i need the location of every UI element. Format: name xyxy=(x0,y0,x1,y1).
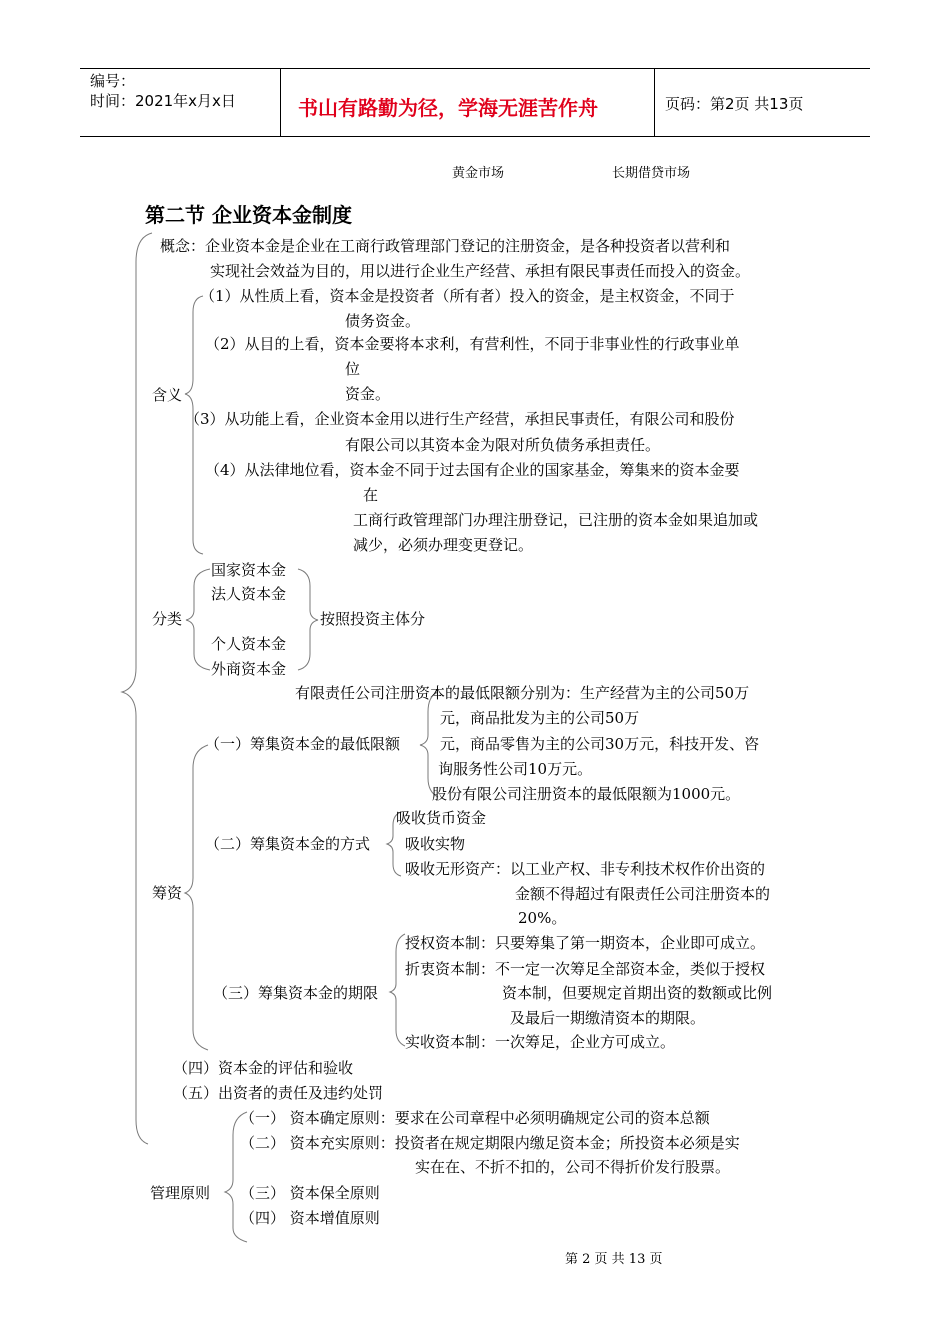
concept-line-2: 实现社会效益为目的，用以进行企业生产经营、承担有限民事责任而投入的资金。 xyxy=(210,262,751,280)
header-motto: 书山有路勤为径，学海无涯苦作舟 xyxy=(298,96,598,120)
method-item-2: 吸收实物 xyxy=(405,835,466,853)
document-time-label: 时间：2021年x月x日 xyxy=(90,92,236,110)
min-limit-line-1: 有限责任公司注册资本的最低限额分别为：生产经营为主的公司50万 xyxy=(295,684,750,702)
meaning-item-3-line-1: （3）从功能上看，企业资本金用以进行生产经营，承担民事责任，有限公司和股份 xyxy=(185,410,735,428)
meaning-item-4-line-2: 在 xyxy=(363,486,379,504)
methods-label: （二）筹集资本金的方式 xyxy=(205,835,371,853)
classification-label: 分类 xyxy=(152,610,183,628)
meaning-item-4-line-4: 减少，必须办理变更登记。 xyxy=(353,536,534,554)
meaning-item-4-line-3: 工商行政管理部门办理注册登记，已注册的资本金如果追加或 xyxy=(353,511,759,529)
principle-item-2-line-2: 实在在、不折不扣的，公司不得折价发行股票。 xyxy=(415,1158,731,1176)
term-item-2-line-3: 及最后一期缴清资本的期限。 xyxy=(510,1009,706,1027)
min-limit-line-5: 股份有限公司注册资本的最低限额为1000元。 xyxy=(432,785,741,803)
principle-item-2-line-1: （二） 资本充实原则：投资者在规定期限内缴足资本金；所投资本必须是实 xyxy=(240,1134,740,1152)
classification-item: 外商资本金 xyxy=(211,660,287,678)
meaning-item-4-line-1: （4）从法律地位看，资本金不同于过去国有企业的国家基金，筹集来的资本金要 xyxy=(205,461,740,479)
principle-item-4: （四） 资本增值原则 xyxy=(240,1209,380,1227)
term-brace xyxy=(390,934,405,1046)
concept-line-1: 概念：企业资本金是企业在工商行政管理部门登记的注册资金，是各种投资者以营利和 xyxy=(160,237,731,255)
meaning-label: 含义 xyxy=(152,386,183,404)
term-item-3: 实收资本制：一次筹足，企业方可成立。 xyxy=(405,1033,676,1051)
liability-item: （五）出资者的责任及违约处罚 xyxy=(173,1084,384,1102)
term-item-2-line-2: 资本制，但要规定首期出资的数额或比例 xyxy=(502,984,773,1002)
classification-item: 国家资本金 xyxy=(211,561,287,579)
meaning-item-2-line-3: 资金。 xyxy=(345,385,391,403)
classification-brace-right xyxy=(298,569,318,670)
method-item-3-line-1: 吸收无形资产：以工业产权、非专利技术权作价出资的 xyxy=(405,860,766,878)
page-footer: 第 2 页 共 13 页 xyxy=(565,1252,663,1267)
meaning-item-1-line-2: 债务资金。 xyxy=(345,312,421,330)
term-label: （三）筹集资本金的期限 xyxy=(213,984,379,1002)
principle-item-1: （一） 资本确定原则：要求在公司章程中必须明确规定公司的资本总额 xyxy=(240,1109,710,1127)
meaning-item-2-line-2: 位 xyxy=(345,360,361,378)
principles-label: 管理原则 xyxy=(150,1184,211,1202)
min-limit-line-3: 元，商品零售为主的公司30万元，科技开发、咨 xyxy=(440,735,760,753)
section-title: 第二节 企业资本金制度 xyxy=(145,203,352,227)
term-item-2-line-1: 折衷资本制：不一定一次筹足全部资本金，类似于授权 xyxy=(405,960,766,978)
outer-brace xyxy=(122,233,152,1144)
document-number-label: 编号： xyxy=(90,72,136,90)
method-item-3-line-2: 金额不得超过有限责任公司注册资本的 xyxy=(515,885,771,903)
min-limit-line-4: 询服务性公司10万元。 xyxy=(438,760,593,778)
method-item-3-line-3: 20%。 xyxy=(518,909,567,927)
financing-label: 筹资 xyxy=(152,884,183,902)
min-limit-line-2: 元，商品批发为主的公司50万 xyxy=(440,709,640,727)
market-long-term-loan: 长期借贷市场 xyxy=(612,166,691,181)
classification-item: 法人资本金 xyxy=(211,585,287,603)
term-item-1: 授权资本制：只要筹集了第一期资本，企业即可成立。 xyxy=(405,934,766,952)
meaning-item-2-line-1: （2）从目的上看，资本金要将本求利，有营利性，不同于非事业性的行政事业单 xyxy=(205,335,740,353)
principle-item-3: （三） 资本保全原则 xyxy=(240,1184,380,1202)
market-gold: 黄金市场 xyxy=(452,166,505,181)
classification-brace-left xyxy=(186,569,210,670)
page-number-label: 页码：第2页 共13页 xyxy=(665,95,804,113)
financing-brace xyxy=(185,745,208,1050)
min-limit-brace xyxy=(420,692,438,797)
method-item-1: 吸收货币资金 xyxy=(396,809,487,827)
classification-item: 个人资本金 xyxy=(211,635,287,653)
meaning-item-3-line-2: 有限公司以其资本金为限对所负债务承担责任。 xyxy=(345,436,661,454)
min-limit-label: （一）筹集资本金的最低限额 xyxy=(205,735,401,753)
classification-basis: 按照投资主体分 xyxy=(320,610,426,628)
evaluation-item: （四）资本金的评估和验收 xyxy=(173,1059,354,1077)
meaning-item-1-line-1: （1）从性质上看，资本金是投资者（所有者）投入的资金，是主权资金，不同于 xyxy=(200,287,735,305)
